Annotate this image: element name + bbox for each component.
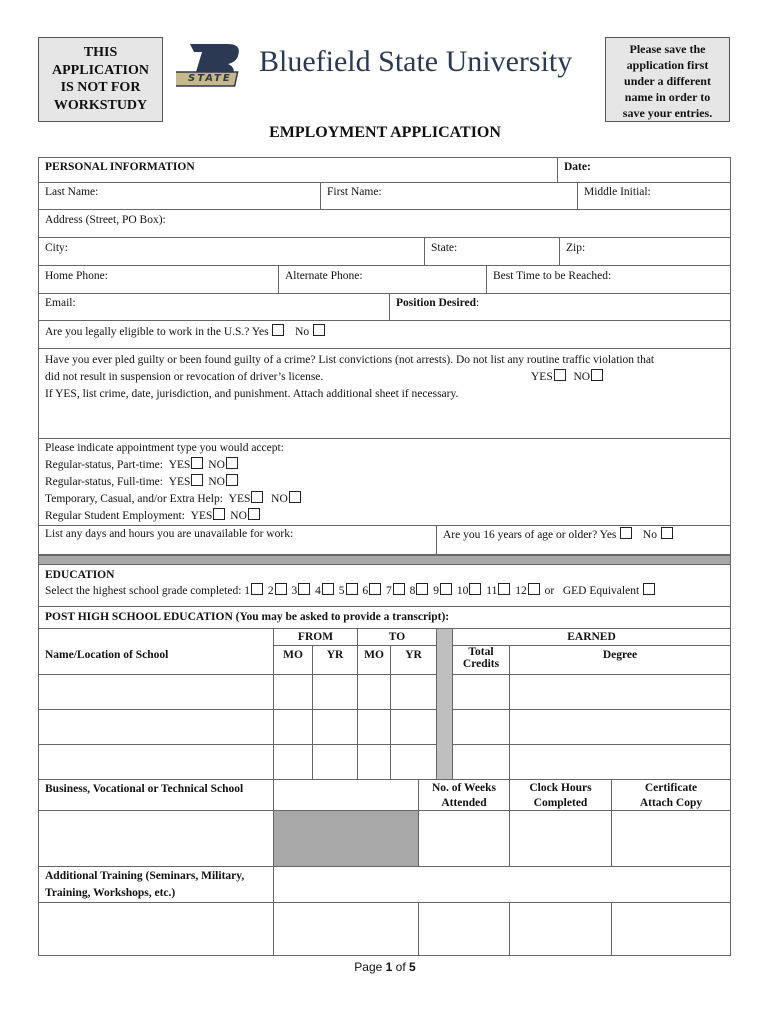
gray-column	[436, 628, 453, 780]
total-credits-header	[452, 645, 510, 675]
additional-cell-2[interactable]	[418, 902, 510, 956]
school-row-3-cell-5[interactable]	[390, 744, 437, 780]
notice-line: THIS	[83, 45, 118, 60]
school-row-1-cell-7[interactable]	[509, 674, 731, 710]
yes-label: YES	[190, 510, 213, 522]
part-time-no-checkbox[interactable]	[226, 457, 238, 469]
grade-7-checkbox[interactable]	[393, 583, 405, 595]
state-field[interactable]: State:	[424, 237, 560, 266]
grade-4-label: 4	[315, 585, 321, 597]
no-label: NO	[208, 476, 225, 488]
grade-7-label: 7	[386, 585, 392, 597]
crime-no-label: NO	[573, 371, 591, 383]
no-label: NO	[208, 459, 225, 471]
business-school-header	[38, 779, 274, 811]
business-blank-header	[273, 779, 419, 811]
appointment-label: Temporary, Casual, and/or Extra Help:	[45, 493, 223, 505]
post-high-school-title: POST HIGH SCHOOL EDUCATION (You may be asked to provide a transcript):	[38, 606, 731, 629]
school-row-3-cell-2[interactable]	[273, 744, 313, 780]
page-of: of	[395, 960, 406, 974]
grade-8-checkbox[interactable]	[416, 583, 428, 595]
school-row-3-cell-7[interactable]	[509, 744, 731, 780]
date-field[interactable]: Date:	[557, 157, 731, 183]
age-question-label: Are you 16 years of age or older? Yes	[443, 529, 617, 541]
full-time-yes-checkbox[interactable]	[191, 474, 203, 486]
hours-line2: Completed	[533, 797, 588, 809]
to-header: TO	[357, 628, 437, 646]
no-label: NO	[271, 493, 288, 505]
grade-11-label: 11	[486, 585, 498, 597]
appointment-label: Regular Student Employment:	[45, 510, 185, 522]
section-education: EDUCATION	[45, 569, 115, 581]
ged-label: GED Equivalent	[562, 585, 640, 597]
last-name-field[interactable]: Last Name:	[38, 182, 321, 210]
school-row-1-cell-6[interactable]	[452, 674, 510, 710]
crime-question: Have you ever pled guilty or been found guilty of a crime? List convictions (not arrests). Do not list any routine traffic violation that	[45, 354, 655, 366]
name-location-label: Name/Location of School	[45, 649, 169, 661]
eligible-yes-checkbox[interactable]	[272, 324, 284, 336]
grade-1-label: 1	[244, 585, 251, 597]
eligible-no-checkbox[interactable]	[313, 324, 325, 336]
grade-6-checkbox[interactable]	[369, 583, 381, 595]
grade-3-label: 3	[291, 585, 298, 597]
or-label: or	[544, 585, 555, 597]
save-notice	[605, 37, 730, 122]
appointment-row	[45, 508, 724, 525]
additional-training-input[interactable]	[38, 902, 274, 956]
grade-8-label: 8	[409, 585, 416, 597]
weeks-header	[418, 779, 510, 811]
weeks-line2: Attended	[441, 797, 487, 809]
eligibility-row	[38, 320, 731, 349]
crime-yes-checkbox[interactable]	[554, 369, 566, 381]
crime-question-block	[38, 348, 731, 439]
yes-label: YES	[168, 459, 191, 471]
from-header: FROM	[273, 628, 358, 646]
weeks-line1: No. of Weeks	[432, 782, 496, 794]
workstudy-notice	[38, 37, 163, 122]
yr-from-header: YR	[312, 645, 358, 675]
certificate-header	[611, 779, 731, 811]
notice-line: IS NOT FOR	[60, 80, 141, 95]
certificate-input[interactable]	[611, 810, 731, 867]
additional-training-header	[38, 866, 274, 903]
logo-word: STATE	[188, 73, 232, 84]
school-row-3-cell-4[interactable]	[357, 744, 391, 780]
grade-row	[45, 583, 724, 599]
additional-line1: Additional Training (Seminars, Military,	[45, 870, 245, 882]
grade-3-checkbox[interactable]	[298, 583, 310, 595]
cert-line1: Certificate	[644, 782, 698, 794]
city-field[interactable]: City:	[38, 237, 425, 266]
mo-to-header: MO	[357, 645, 391, 675]
age-no-checkbox[interactable]	[661, 527, 673, 539]
school-row-2-cell-4[interactable]	[357, 709, 391, 745]
grade-9-checkbox[interactable]	[440, 583, 452, 595]
grade-12-label: 12	[515, 585, 527, 597]
notice-line: save your entries.	[622, 106, 713, 120]
total-credits-line2: Credits	[462, 658, 500, 670]
school-row-3-cell-6[interactable]	[452, 744, 510, 780]
crime-question-cont	[45, 369, 724, 386]
notice-line: WORKSTUDY	[53, 97, 148, 113]
page-prefix: Page	[354, 960, 383, 974]
school-row-2-cell-5[interactable]	[390, 709, 437, 745]
eligibility-question: Are you legally eligible to work in the U.S.? Yes	[45, 326, 269, 338]
first-name-field[interactable]: First Name:	[320, 182, 578, 210]
school-row-3-cell-1[interactable]	[38, 744, 274, 780]
part-time-yes-checkbox[interactable]	[191, 457, 203, 469]
grade-2-checkbox[interactable]	[275, 583, 287, 595]
appointment-type-block	[38, 438, 731, 526]
school-row-2-cell-1[interactable]	[38, 709, 274, 745]
temporary-yes-checkbox[interactable]	[251, 491, 263, 503]
school-row-1-cell-4[interactable]	[357, 674, 391, 710]
crime-yes-no	[531, 369, 605, 386]
notice-line: application first	[626, 58, 709, 72]
hours-line1: Clock Hours	[529, 782, 592, 794]
school-row-1-cell-3[interactable]	[312, 674, 358, 710]
temporary-no-checkbox[interactable]	[289, 491, 301, 503]
grade-9-label: 9	[433, 585, 440, 597]
grade-6-label: 6	[362, 585, 369, 597]
grade-5-label: 5	[338, 585, 345, 597]
additional-cell-3[interactable]	[509, 902, 612, 956]
crime-question-2: did not result in suspension or revocation of driver’s license.	[45, 371, 324, 383]
appointment-row	[45, 474, 724, 491]
grade-10-label: 10	[456, 585, 469, 597]
age-yes-checkbox[interactable]	[620, 527, 632, 539]
zip-field[interactable]: Zip:	[559, 237, 731, 266]
school-row-2-cell-2[interactable]	[273, 709, 313, 745]
best-time-field[interactable]: Best Time to be Reached:	[486, 265, 731, 294]
education-block	[38, 564, 731, 607]
additional-line2: Training, Workshops, etc.)	[45, 887, 176, 899]
business-shaded-cell	[273, 810, 419, 867]
grade-label: Select the highest school grade completed:	[45, 585, 242, 597]
university-name: Bluefield State University	[259, 45, 573, 78]
school-row-1-cell-5[interactable]	[390, 674, 437, 710]
notice-line: under a different	[624, 74, 711, 88]
appointment-title: Please indicate appointment type you would accept:	[45, 442, 284, 454]
school-row-1-cell-1[interactable]	[38, 674, 274, 710]
cert-line2: Attach Copy	[639, 797, 703, 809]
grade-options	[244, 585, 544, 597]
grade-10-checkbox[interactable]	[469, 583, 481, 595]
crime-yes-label: YES	[531, 371, 553, 383]
grade-5-checkbox[interactable]	[346, 583, 358, 595]
notice-line: APPLICATION	[52, 62, 149, 78]
eligible-no-label: No	[295, 326, 310, 338]
position-label: Position Desired	[396, 297, 476, 309]
school-row-1-cell-2[interactable]	[273, 674, 313, 710]
grade-11-checkbox[interactable]	[498, 583, 510, 595]
student-yes-checkbox[interactable]	[213, 508, 225, 520]
full-time-no-checkbox[interactable]	[226, 474, 238, 486]
age-question	[436, 525, 731, 555]
school-row-3-cell-3[interactable]	[312, 744, 358, 780]
clock-hours-header	[509, 779, 612, 811]
no-label: NO	[230, 510, 247, 522]
earned-header: EARNED	[452, 628, 731, 646]
school-row-2-cell-6[interactable]	[452, 709, 510, 745]
school-row-2-cell-3[interactable]	[312, 709, 358, 745]
notice-line: Please save the	[629, 42, 706, 56]
yes-label: YES	[168, 476, 191, 488]
yr-to-header: YR	[390, 645, 437, 675]
school-row-2-cell-7[interactable]	[509, 709, 731, 745]
home-phone-field[interactable]: Home Phone:	[38, 265, 279, 294]
address-field[interactable]: Address (Street, PO Box):	[38, 209, 731, 238]
notice-line: name in order to	[624, 90, 711, 104]
weeks-input[interactable]	[418, 810, 510, 867]
grade-12-checkbox[interactable]	[528, 583, 540, 595]
appointment-row	[45, 457, 724, 474]
student-no-checkbox[interactable]	[248, 508, 260, 520]
mo-from-header: MO	[273, 645, 313, 675]
appointment-label: Regular-status, Full-time:	[45, 476, 163, 488]
yes-label: YES	[228, 493, 251, 505]
grade-2-label: 2	[267, 585, 274, 597]
email-field[interactable]: Email:	[38, 293, 390, 321]
business-name-input[interactable]	[38, 810, 274, 867]
university-logo	[176, 42, 246, 92]
ged-checkbox[interactable]	[643, 583, 655, 595]
clock-hours-input[interactable]	[509, 810, 612, 867]
total-credits-line1: Total	[468, 646, 494, 658]
additional-cell-4[interactable]	[611, 902, 731, 956]
appointment-label: Regular-status, Part-time:	[45, 459, 163, 471]
grade-4-checkbox[interactable]	[322, 583, 334, 595]
age-no-label: No	[642, 529, 657, 541]
page-number	[0, 960, 770, 974]
alternate-phone-field[interactable]: Alternate Phone:	[278, 265, 487, 294]
section-personal: PERSONAL INFORMATION	[38, 157, 558, 183]
crime-no-checkbox[interactable]	[591, 369, 603, 381]
page-title: EMPLOYMENT APPLICATION	[269, 124, 501, 141]
position-colon: :	[475, 297, 480, 309]
position-desired-field[interactable]	[389, 293, 731, 321]
additional-cell-1[interactable]	[273, 902, 419, 956]
appointment-row	[45, 491, 724, 508]
degree-header: Degree	[509, 645, 731, 675]
middle-initial-field[interactable]: Middle Initial:	[577, 182, 731, 210]
crime-instructions: If YES, list crime, date, jurisdiction, and punishment. Attach additional sheet if necessary.	[45, 388, 459, 400]
page-current: 1	[385, 960, 393, 974]
unavailable-field[interactable]: List any days and hours you are unavailable for work:	[38, 525, 437, 555]
grade-1-checkbox[interactable]	[251, 583, 263, 595]
additional-training-blank	[273, 866, 731, 903]
business-school-label: Business, Vocational or Technical School	[45, 783, 244, 795]
page-total: 5	[409, 960, 416, 974]
